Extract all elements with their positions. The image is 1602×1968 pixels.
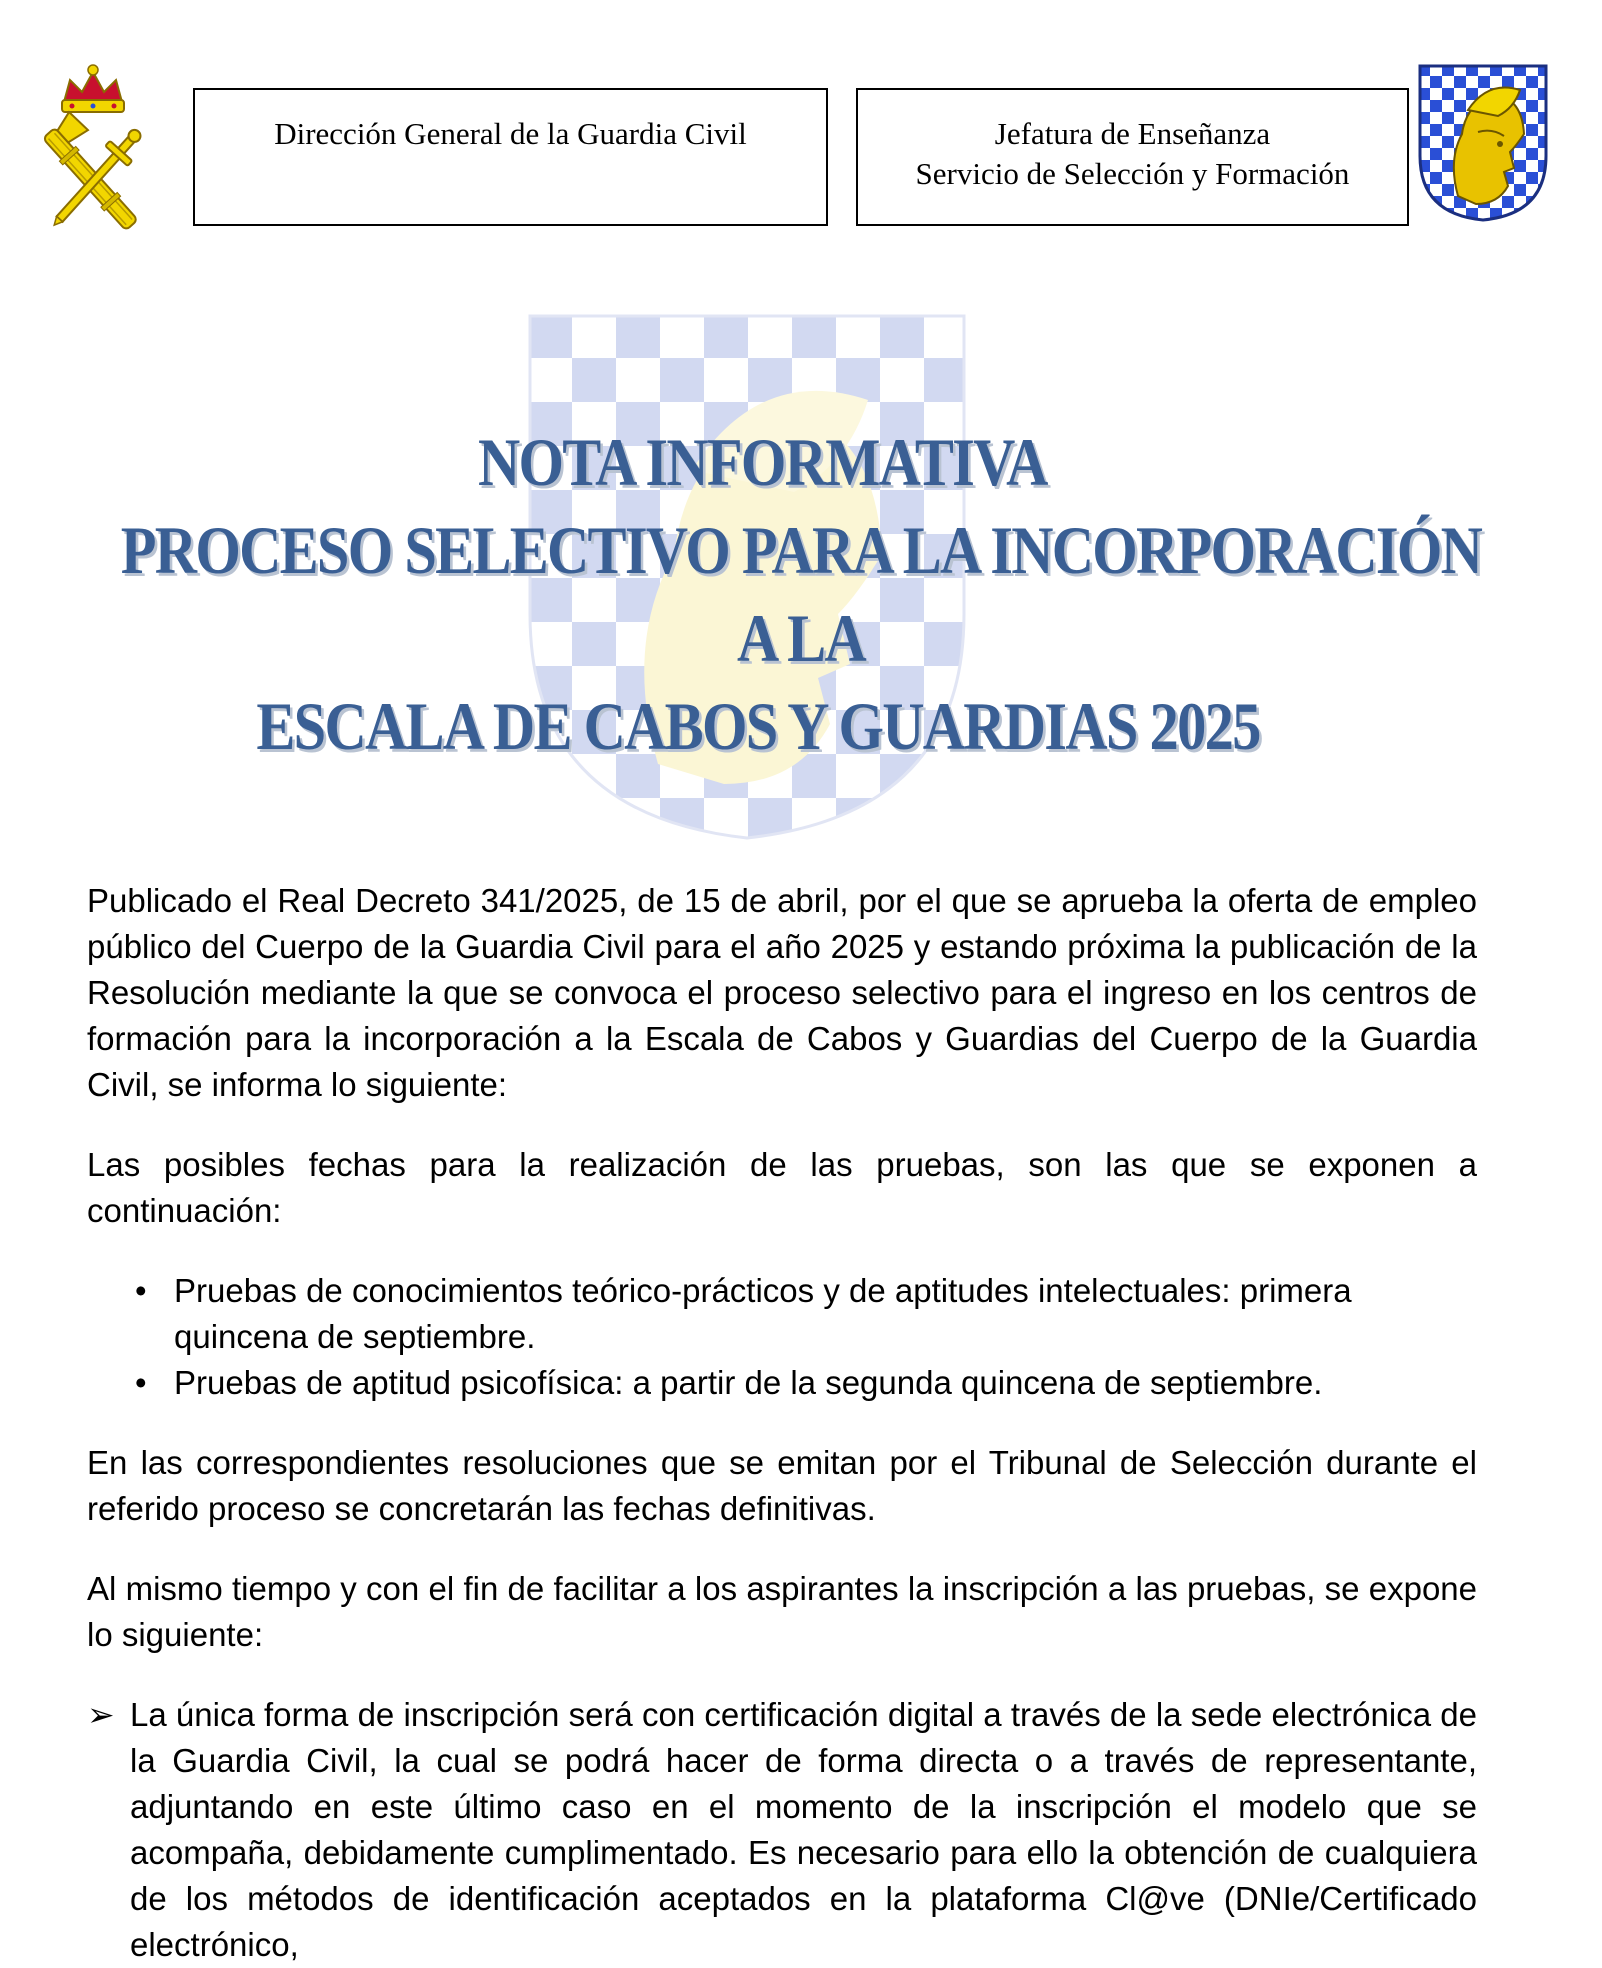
paragraph-inscripcion: Al mismo tiempo y con el fin de facilitar a los aspirantes la inscripción a las pruebas, se expone lo siguiente: xyxy=(87,1570,1477,1653)
list-item-text: La única forma de inscripción será con certificación digital a través de la sede electrónica de la Guardia Civil, la cual se podrá hacer de forma directa o a través de representante, adjuntando en este último caso en el momento de la inscripción el modelo que se acompaña, debidamente cumplimentado. Es necesario para ello la obtención de cualquiera de los métodos de identificación aceptados en la plataforma Cl@ve (DNIe/Certificado electrónico, xyxy=(130,1696,1477,1963)
title-line-3: ESCALA DE CABOS Y GUARDIAS 2025 xyxy=(256,688,1260,764)
title-line-1: NOTA INFORMATIVA xyxy=(477,424,1047,500)
list-item xyxy=(87,1692,1477,1968)
list-item-text: Pruebas de conocimientos teórico-prácticos y de aptitudes intelectuales: primera quincena de septiembre. xyxy=(174,1272,1352,1355)
header-jefatura-text: Jefatura de Enseñanza xyxy=(994,116,1271,151)
guardia-civil-emblem-icon xyxy=(28,62,158,240)
bullet-icon: • xyxy=(135,1272,147,1309)
list-item-text: Pruebas de aptitud psicofísica: a partir de la segunda quincena de septiembre. xyxy=(174,1364,1323,1401)
list-item xyxy=(87,1360,1477,1406)
header-box-jefatura xyxy=(856,88,1409,226)
bullet-icon: • xyxy=(135,1364,147,1401)
header-box-direccion xyxy=(193,88,828,226)
document-title xyxy=(112,418,1490,770)
shield-helmet-crest-icon xyxy=(1418,64,1548,222)
inscription-list xyxy=(87,1692,1477,1968)
title-line-2: PROCESO SELECTIVO PARA LA INCORPORACIÓN A LA xyxy=(120,512,1482,676)
dates-list xyxy=(87,1268,1477,1406)
document-body xyxy=(87,878,1477,1968)
header-direccion-text: Dirección General de la Guardia Civil xyxy=(274,116,747,151)
paragraph-fechas: Las posibles fechas para la realización de las pruebas, son las que se exponen a continuación: xyxy=(87,1146,1477,1229)
paragraph-intro: Publicado el Real Decreto 341/2025, de 15 de abril, por el que se aprueba la oferta de empleo público del Cuerpo de la Guardia Civil para el año 2025 y estando próxima la publicación de la Resolución mediante la que se convoca el proceso selectivo para el ingreso en los centros de formación para la incorporación a la Escala de Cabos y Guardias del Cuerpo de la Guardia Civil, se informa lo siguiente: xyxy=(87,882,1477,1103)
paragraph-resoluciones: En las correspondientes resoluciones que se emitan por el Tribunal de Selección durante el referido proceso se concretarán las fechas definitivas. xyxy=(87,1444,1477,1527)
list-item xyxy=(87,1268,1477,1360)
arrow-bullet-icon: ➢ xyxy=(87,1696,115,1733)
header-servicio-text: Servicio de Selección y Formación xyxy=(915,156,1350,191)
